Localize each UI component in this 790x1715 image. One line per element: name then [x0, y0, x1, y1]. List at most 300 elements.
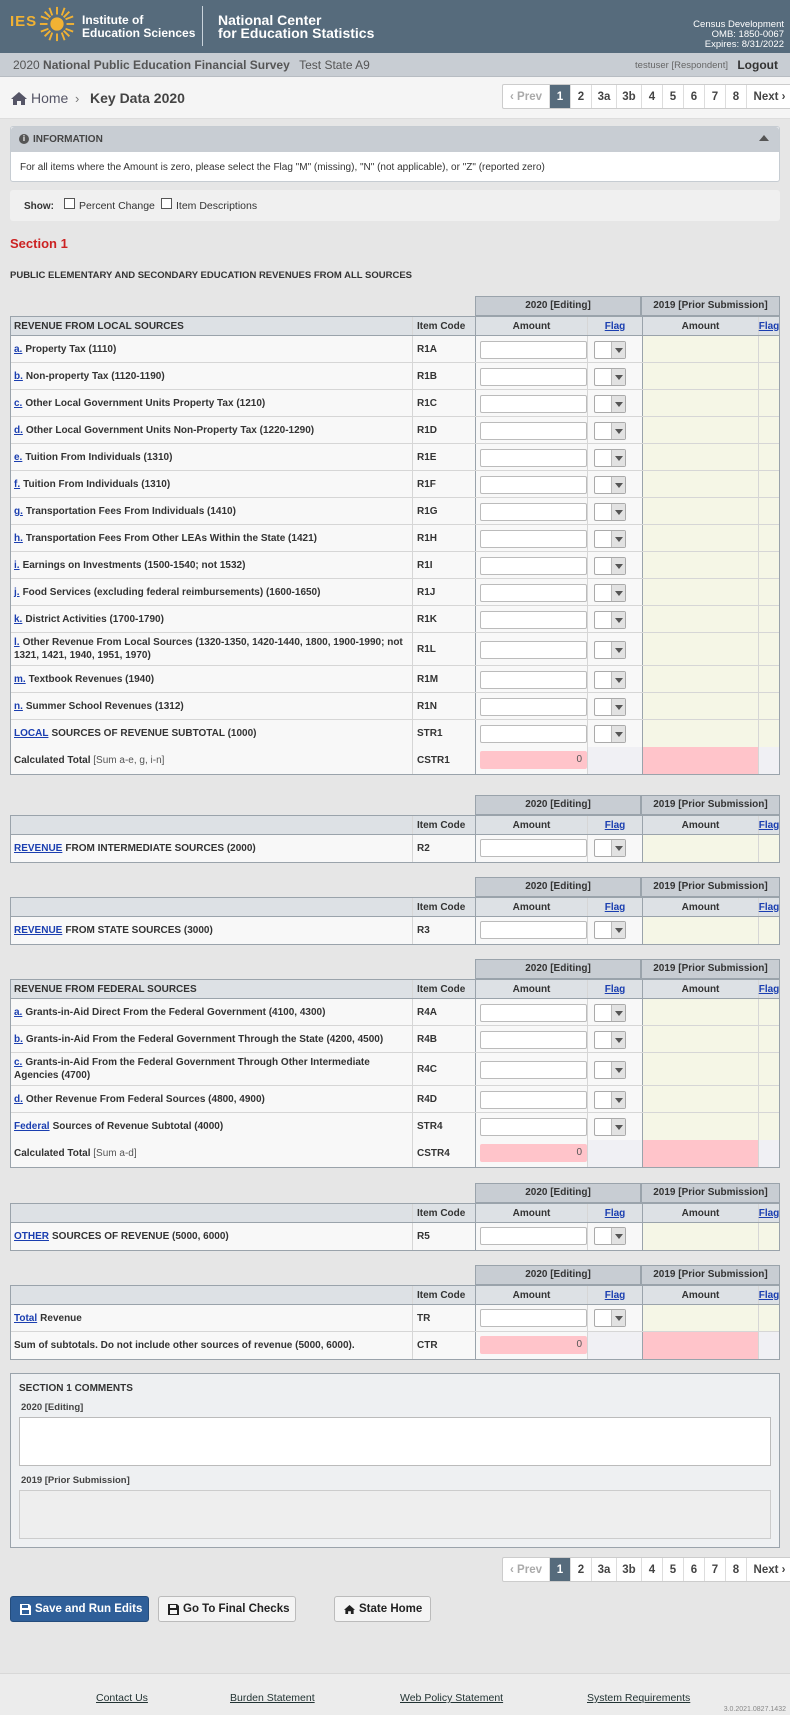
- flag-select[interactable]: [594, 839, 626, 857]
- prior-amount-cell: [642, 498, 758, 524]
- prior-flag-cell: [758, 390, 779, 416]
- prior-amount-cell: [642, 525, 758, 551]
- table-row: [11, 666, 779, 693]
- chevron-down-icon: [611, 840, 625, 856]
- page-4-button[interactable]: 4: [641, 1558, 662, 1581]
- table-row: [11, 606, 779, 633]
- page-4-button[interactable]: 4: [641, 85, 662, 108]
- prior-amount-header: Amount: [642, 1286, 758, 1304]
- prior-flag-cell: [758, 444, 779, 470]
- prior-amount-header: Amount: [642, 898, 758, 916]
- table-row: [11, 363, 779, 390]
- pager-next-label: Next: [753, 1563, 779, 1576]
- prior-flag-header-link[interactable]: Flag: [758, 983, 780, 995]
- row-label: Tuition From Individuals (1310): [25, 451, 173, 463]
- state-body: [10, 897, 780, 945]
- amount-input[interactable]: [480, 698, 587, 716]
- flag-select[interactable]: [594, 395, 626, 413]
- flag-select[interactable]: [594, 1118, 626, 1136]
- burden-statement-link[interactable]: Burden Statement: [230, 1692, 315, 1704]
- prior-flag-header-link[interactable]: Flag: [758, 1207, 780, 1219]
- table-row: [11, 471, 779, 498]
- item-code: R1J: [412, 579, 476, 605]
- flag-select[interactable]: [594, 641, 626, 659]
- flag-header-link[interactable]: Flag: [604, 983, 626, 995]
- prior-flag-header-link[interactable]: Flag: [758, 819, 780, 831]
- prior-amount-cell: [642, 1223, 758, 1250]
- census-line1: Census Development: [693, 19, 784, 30]
- item-code: R4A: [412, 999, 476, 1025]
- item-letter-link[interactable]: m.: [14, 673, 26, 685]
- table-row: [11, 579, 779, 606]
- pager-prev-label: Prev: [517, 90, 542, 103]
- prior-year-header: 2019 [Prior Submission]: [641, 1183, 780, 1203]
- pager-top: [502, 84, 790, 109]
- table-row: [11, 720, 779, 747]
- item-code: TR: [412, 1305, 476, 1331]
- state-home-label: State Home: [359, 1603, 423, 1615]
- chevron-down-icon: [611, 672, 625, 688]
- amount-input[interactable]: [480, 530, 587, 548]
- go-to-final-checks-button[interactable]: [158, 1596, 296, 1622]
- table-header-row: [11, 1204, 779, 1223]
- editing-year-header: 2020 [Editing]: [475, 877, 641, 897]
- item-letter-link[interactable]: n.: [14, 700, 23, 712]
- table-row: [11, 390, 779, 417]
- percent-change-checkbox[interactable]: [64, 198, 75, 209]
- item-letter-link[interactable]: d.: [14, 424, 23, 436]
- item-letter-link[interactable]: a.: [14, 343, 23, 355]
- item-code: R2: [412, 835, 476, 862]
- item-letter-link[interactable]: f.: [14, 478, 21, 490]
- page-5-button[interactable]: 5: [662, 85, 683, 108]
- top-header: [0, 0, 790, 53]
- page-1-button[interactable]: 1: [549, 1558, 570, 1581]
- flag-select[interactable]: [594, 1227, 626, 1245]
- prior-amount-header: Amount: [642, 980, 758, 998]
- amount-input[interactable]: [480, 921, 587, 939]
- chevron-down-icon: [611, 699, 625, 715]
- prior-calc-total-cell: [642, 747, 758, 774]
- item-letter-link[interactable]: k.: [14, 613, 23, 625]
- item-code: R4D: [412, 1086, 476, 1112]
- prior-flag-cell: [758, 917, 779, 944]
- prior-flag-cell: [758, 1113, 779, 1140]
- item-letter-link[interactable]: b.: [14, 1033, 23, 1045]
- amount-input[interactable]: [480, 1309, 587, 1327]
- prior-amount-cell: [642, 1086, 758, 1112]
- calc-total-label: Calculated Total: [14, 1148, 91, 1159]
- amount-header: Amount: [475, 1204, 587, 1222]
- amount-input[interactable]: [480, 1004, 587, 1022]
- contact-us-link[interactable]: Contact Us: [96, 1692, 148, 1704]
- prior-year-header: 2019 [Prior Submission]: [641, 296, 780, 316]
- table-row: [11, 336, 779, 363]
- flag-select[interactable]: [594, 557, 626, 575]
- row-label: FROM INTERMEDIATE SOURCES (2000): [65, 843, 256, 854]
- item-letter-link[interactable]: h.: [14, 532, 23, 544]
- row-label: FROM STATE SOURCES (3000): [65, 925, 213, 936]
- flag-select[interactable]: [594, 698, 626, 716]
- prior-amount-cell: [642, 1026, 758, 1052]
- empty-flag-cell: [587, 747, 642, 774]
- page-2-button[interactable]: 2: [570, 1558, 591, 1581]
- editing-year-header: 2020 [Editing]: [475, 1183, 641, 1203]
- flag-select[interactable]: [594, 1091, 626, 1109]
- percent-change-label[interactable]: Percent Change: [79, 200, 155, 212]
- show-options: [10, 190, 780, 221]
- version-number: 3.0.2021.0827.1432: [723, 1706, 786, 1713]
- revenue-link[interactable]: REVENUE: [14, 843, 63, 854]
- item-descriptions-label[interactable]: Item Descriptions: [176, 200, 258, 212]
- page-8-button[interactable]: 8: [725, 1558, 746, 1581]
- logout-link[interactable]: Logout: [737, 58, 778, 72]
- row-label: Other Revenue From Local Sources (1320-1350, 1420-1440, 1800, 1900-1990; not 1321, 1421, 1940, 1951, 1970): [14, 637, 403, 661]
- prior-year-header: 2019 [Prior Submission]: [641, 795, 780, 815]
- prior-flag-cell: [758, 720, 779, 747]
- comments-prior-label: 2019 [Prior Submission]: [21, 1475, 130, 1486]
- table-row: [11, 1113, 779, 1140]
- amount-header: Amount: [475, 898, 587, 916]
- page-3a-button[interactable]: 3a: [591, 85, 616, 108]
- prior-flag-cell: [758, 1026, 779, 1052]
- item-code: R4C: [412, 1053, 476, 1085]
- table-row: [11, 917, 779, 944]
- item-code-header: Item Code: [412, 898, 476, 916]
- prior-flag-cell: [758, 363, 779, 389]
- ies-name[interactable]: [82, 14, 195, 40]
- item-code: R3: [412, 917, 476, 944]
- section-subtitle: PUBLIC ELEMENTARY AND SECONDARY EDUCATION REVENUES FROM ALL SOURCES: [10, 270, 413, 281]
- amount-input[interactable]: [480, 1091, 587, 1109]
- system-requirements-link[interactable]: System Requirements: [587, 1692, 691, 1704]
- row-label: SOURCES OF REVENUE SUBTOTAL (1000): [51, 728, 257, 739]
- table-header-row: [11, 816, 779, 835]
- information-header[interactable]: [11, 127, 779, 152]
- prior-flag-cell: [758, 498, 779, 524]
- flag-select[interactable]: [594, 921, 626, 939]
- flag-select[interactable]: [594, 422, 626, 440]
- sum-code: CTR: [412, 1332, 476, 1359]
- chevron-down-icon: [611, 450, 625, 466]
- page-6-button[interactable]: 6: [683, 85, 704, 108]
- survey-bar: [0, 53, 790, 77]
- chevron-down-icon: [611, 1005, 625, 1021]
- amount-input[interactable]: [480, 449, 587, 467]
- prior-flag-cell: [758, 525, 779, 551]
- amount-input[interactable]: [480, 584, 587, 602]
- table-row: [11, 525, 779, 552]
- item-letter-link[interactable]: b.: [14, 370, 23, 382]
- page-3b-button[interactable]: 3b: [616, 1558, 641, 1581]
- local-calculated-total-row: [11, 747, 779, 774]
- chevron-down-icon: [611, 1119, 625, 1135]
- prior-amount-cell: [642, 606, 758, 632]
- amount-input[interactable]: [480, 725, 587, 743]
- flag-select[interactable]: [594, 1031, 626, 1049]
- flag-select[interactable]: [594, 584, 626, 602]
- prior-amount-header: Amount: [642, 816, 758, 834]
- table-row: [11, 1026, 779, 1053]
- item-letter-link[interactable]: Federal: [14, 1121, 50, 1132]
- info-icon: i: [19, 134, 29, 144]
- amount-input[interactable]: [480, 641, 587, 659]
- prior-flag-cell: [758, 1305, 779, 1331]
- page-1-button[interactable]: 1: [549, 85, 570, 108]
- page-3a-button[interactable]: 3a: [591, 1558, 616, 1581]
- local-sources-body: [10, 316, 780, 775]
- amount-input[interactable]: [480, 341, 587, 359]
- pager-prev-button[interactable]: ‹ Prev: [503, 85, 549, 108]
- amount-input[interactable]: [480, 611, 587, 629]
- prior-amount-cell: [642, 417, 758, 443]
- chevron-right-icon: ›: [75, 91, 80, 106]
- section-title: Section 1: [10, 236, 68, 251]
- amount-header: Amount: [475, 816, 587, 834]
- prior-year-header: 2019 [Prior Submission]: [641, 959, 780, 979]
- collapse-caret-icon[interactable]: [759, 135, 769, 141]
- prior-calc-total-cell: [642, 1140, 758, 1167]
- blank-header: [11, 898, 412, 916]
- home-icon[interactable]: [11, 92, 27, 105]
- user-info: testuser [Respondent]: [635, 60, 728, 71]
- item-code: R1D: [412, 417, 476, 443]
- flag-header-link[interactable]: Flag: [604, 901, 626, 913]
- calc-total-label: Calculated Total: [14, 755, 91, 766]
- table-row: [11, 1223, 779, 1250]
- federal-sources-header: REVENUE FROM FEDERAL SOURCES: [14, 983, 197, 995]
- flag-select[interactable]: [594, 1309, 626, 1327]
- item-letter-link[interactable]: e.: [14, 451, 23, 463]
- chevron-down-icon: [611, 369, 625, 385]
- flag-select[interactable]: [594, 1004, 626, 1022]
- item-letter-link[interactable]: LOCAL: [14, 728, 49, 739]
- amount-input[interactable]: [480, 557, 587, 575]
- page-8-button[interactable]: 8: [725, 85, 746, 108]
- flag-select[interactable]: [594, 503, 626, 521]
- information-panel: [10, 126, 780, 182]
- amount-input[interactable]: [480, 503, 587, 521]
- item-code: R1L: [412, 633, 476, 665]
- page-2-button[interactable]: 2: [570, 85, 591, 108]
- prior-year-header: 2019 [Prior Submission]: [641, 877, 780, 897]
- prior-flag-cell: [758, 552, 779, 578]
- state-name: Test State A9: [299, 58, 370, 72]
- prior-amount-cell: [642, 917, 758, 944]
- breadcrumb-home-link[interactable]: Home: [31, 90, 69, 106]
- other-link[interactable]: OTHER: [14, 1231, 49, 1242]
- prior-flag-header-link[interactable]: Flag: [758, 1289, 780, 1301]
- flag-select[interactable]: [594, 725, 626, 743]
- chevron-down-icon: [611, 1310, 625, 1326]
- flag-select[interactable]: [594, 611, 626, 629]
- prior-amount-cell: [642, 633, 758, 665]
- prior-flag-cell: [758, 693, 779, 719]
- pager-prev-button[interactable]: ‹ Prev: [503, 1558, 549, 1581]
- item-code-header: Item Code: [412, 1286, 476, 1304]
- row-label: SOURCES OF REVENUE (5000, 6000): [52, 1231, 229, 1242]
- nces-name[interactable]: [218, 14, 374, 40]
- show-label: Show:: [24, 201, 54, 212]
- amount-input[interactable]: [480, 395, 587, 413]
- page-title: Key Data 2020: [90, 90, 185, 106]
- omb-number: OMB: 1850-0067: [711, 29, 784, 40]
- blank-header: [11, 1286, 412, 1304]
- ies-logo-mark: IES: [10, 13, 38, 30]
- chevron-down-icon: [611, 726, 625, 742]
- prior-calc-flag-cell: [758, 747, 779, 774]
- amount-input[interactable]: [480, 368, 587, 386]
- prior-amount-header: Amount: [642, 1204, 758, 1222]
- item-letter-link[interactable]: i.: [14, 559, 20, 571]
- item-letter-link[interactable]: l.: [14, 637, 20, 648]
- chevron-down-icon: [611, 1032, 625, 1048]
- item-code-header: Item Code: [412, 1204, 476, 1222]
- state-home-button[interactable]: [334, 1596, 431, 1622]
- pager-next-button[interactable]: Next ›: [746, 1558, 790, 1581]
- item-code: R1E: [412, 444, 476, 470]
- item-code: R1C: [412, 390, 476, 416]
- intermediate-body: [10, 815, 780, 863]
- amount-input[interactable]: [480, 1227, 587, 1245]
- prior-flag-cell: [758, 336, 779, 362]
- ies-name-line1: Institute of: [82, 13, 144, 27]
- amount-input[interactable]: [480, 1118, 587, 1136]
- flag-select[interactable]: [594, 1061, 626, 1079]
- row-label: Food Services (excluding federal reimbursements) (1600-1650): [22, 586, 321, 598]
- federal-calculated-total-row: [11, 1140, 779, 1167]
- chevron-down-icon: [611, 922, 625, 938]
- flag-select[interactable]: [594, 449, 626, 467]
- prior-flag-cell: [758, 606, 779, 632]
- chevron-down-icon: [611, 396, 625, 412]
- information-title: INFORMATION: [33, 134, 103, 145]
- flag-header-link[interactable]: Flag: [604, 320, 626, 332]
- prior-sum-flag-cell: [758, 1332, 779, 1359]
- row-label: Tuition From Individuals (1310): [23, 478, 171, 490]
- flag-header-link[interactable]: Flag: [604, 1207, 626, 1219]
- other-sources-body: [10, 1203, 780, 1251]
- amount-input[interactable]: [480, 476, 587, 494]
- calc-total-note: [Sum a-e, g, i-n]: [93, 755, 165, 766]
- amount-input[interactable]: [480, 839, 587, 857]
- item-letter-link[interactable]: c.: [14, 397, 23, 409]
- item-code: R1M: [412, 666, 476, 692]
- chevron-down-icon: [611, 558, 625, 574]
- row-label: Property Tax (1110): [25, 343, 117, 355]
- page-7-button[interactable]: 7: [704, 85, 725, 108]
- row-label: Revenue: [40, 1312, 82, 1324]
- row-label: Transportation Fees From Individuals (1410): [25, 505, 236, 517]
- page-5-button[interactable]: 5: [662, 1558, 683, 1581]
- flag-header-link[interactable]: Flag: [604, 1289, 626, 1301]
- row-label: Other Local Government Units Non-Property Tax (1220-1290): [25, 424, 315, 436]
- save-icon: [20, 1604, 31, 1615]
- amount-input[interactable]: [480, 422, 587, 440]
- item-code: R1I: [412, 552, 476, 578]
- pager-prev-label: Prev: [517, 1563, 542, 1576]
- prior-flag-cell: [758, 1223, 779, 1250]
- table-header-row: [11, 898, 779, 917]
- table-row: [11, 999, 779, 1026]
- table-row: [11, 552, 779, 579]
- calc-total-code: CSTR4: [412, 1140, 476, 1167]
- item-letter-link[interactable]: d.: [14, 1093, 23, 1105]
- prior-flag-cell: [758, 1086, 779, 1112]
- logo-divider: [202, 6, 203, 46]
- prior-calc-flag-cell: [758, 1140, 779, 1167]
- prior-amount-cell: [642, 835, 758, 862]
- amount-input[interactable]: [480, 1031, 587, 1049]
- prior-flag-header-link[interactable]: Flag: [758, 901, 780, 913]
- item-descriptions-checkbox[interactable]: [161, 198, 172, 209]
- prior-flag-cell: [758, 633, 779, 665]
- chevron-down-icon: [611, 585, 625, 601]
- flag-select[interactable]: [594, 671, 626, 689]
- ies-name-line2: Education Sciences: [82, 26, 196, 40]
- revenue-link[interactable]: REVENUE: [14, 925, 63, 936]
- chevron-down-icon: [611, 1092, 625, 1108]
- flag-select[interactable]: [594, 341, 626, 359]
- chevron-down-icon: [611, 531, 625, 547]
- amount-input[interactable]: [480, 1061, 587, 1079]
- prior-amount-cell: [642, 666, 758, 692]
- flag-select[interactable]: [594, 368, 626, 386]
- flag-select[interactable]: [594, 530, 626, 548]
- row-label: Grants-in-Aid From the Federal Government Through the State (4200, 4500): [25, 1033, 384, 1045]
- web-policy-link[interactable]: Web Policy Statement: [400, 1692, 504, 1704]
- blank-header: [11, 816, 412, 834]
- comments-prior-textarea: [19, 1490, 771, 1539]
- item-code: R1G: [412, 498, 476, 524]
- item-letter-link[interactable]: g.: [14, 505, 23, 517]
- total-link[interactable]: Total: [14, 1312, 38, 1324]
- nces-name-line2: for Education Statistics: [218, 25, 375, 41]
- chevron-down-icon: [611, 504, 625, 520]
- prior-amount-cell: [642, 336, 758, 362]
- comments-title: SECTION 1 COMMENTS: [19, 1383, 133, 1394]
- flag-header-link[interactable]: Flag: [604, 819, 626, 831]
- page-6-button[interactable]: 6: [683, 1558, 704, 1581]
- prior-flag-cell: [758, 1053, 779, 1085]
- save-and-run-edits-button[interactable]: [10, 1596, 149, 1622]
- item-letter-link[interactable]: c.: [14, 1057, 23, 1068]
- item-code: R1B: [412, 363, 476, 389]
- flag-select[interactable]: [594, 476, 626, 494]
- comments-editing-textarea[interactable]: [19, 1417, 771, 1466]
- pager-next-button[interactable]: Next ›: [746, 85, 790, 108]
- prior-amount-cell: [642, 444, 758, 470]
- prior-flag-header-link[interactable]: Flag: [758, 320, 780, 332]
- pager-next-label: Next: [753, 90, 779, 103]
- amount-input[interactable]: [480, 671, 587, 689]
- item-code-header: Item Code: [412, 980, 476, 998]
- row-label: Sources of Revenue Subtotal (4000): [52, 1121, 224, 1132]
- prior-amount-cell: [642, 999, 758, 1025]
- row-label: Non-property Tax (1120-1190): [25, 370, 165, 382]
- table-row: [11, 693, 779, 720]
- prior-flag-cell: [758, 999, 779, 1025]
- local-sources-header: REVENUE FROM LOCAL SOURCES: [14, 320, 184, 332]
- item-letter-link[interactable]: a.: [14, 1006, 23, 1018]
- item-letter-link[interactable]: j.: [14, 586, 20, 598]
- empty-flag-cell: [587, 1140, 642, 1167]
- item-code: R1H: [412, 525, 476, 551]
- page-3b-button[interactable]: 3b: [616, 85, 641, 108]
- item-code: R1F: [412, 471, 476, 497]
- prior-amount-cell: [642, 363, 758, 389]
- page-7-button[interactable]: 7: [704, 1558, 725, 1581]
